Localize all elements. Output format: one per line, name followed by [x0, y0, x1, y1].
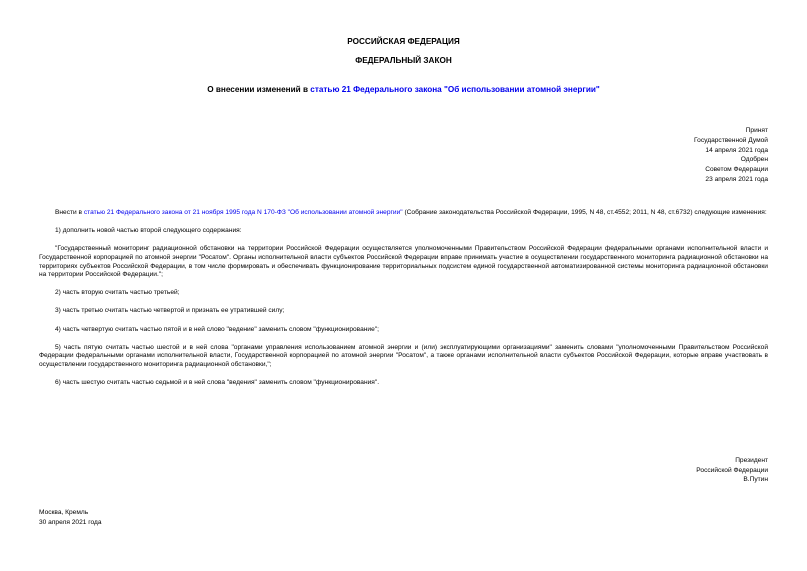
quoted-paragraph: "Государственный мониторинг радиационной обстановки на территории Российской Федерации осуществляется уполномоченными Правительством Российской Федерации федеральными органами исполнительной власти и Государственной корпорацией по атомной энергии "Росатом". Органы исполнительной власти субъектов Российской Федерации вправе принимать участие в осуществлении государственного мониторинга радиационной обстановки на территориях субъектов Российской Федерации, в том числе формировать и обеспечивать функционирование территориальных подсистем единой государственной автоматизированной системы мониторинга радиационной обстановки на территории Российской Федерации."; [39, 245, 768, 279]
law-body [39, 209, 768, 397]
item-paragraph: 6) часть шестую считать частью седьмой и в ней слова "ведения" заменить словом "функционирования". [55, 379, 380, 387]
item-paragraph: 2) часть вторую считать частью третьей; [55, 289, 180, 297]
title-link[interactable]: статью 21 Федерального закона "Об использовании атомной энергии" [310, 85, 600, 94]
law-reference-link[interactable]: статью 21 Федерального закона от 21 ноября 1995 года N 170-ФЗ "Об использовании атомной энергии" [83, 209, 403, 216]
adoption-block [694, 126, 768, 185]
signature-line: Президент [735, 457, 768, 464]
place-date-block [39, 508, 102, 527]
title-prefix: О внесении изменений в [207, 85, 311, 94]
signature-line: Российской Федерации [696, 466, 768, 474]
document-title [0, 85, 807, 96]
country-heading: РОССИЙСКАЯ ФЕДЕРАЦИЯ [347, 37, 460, 46]
approval-line: 23 апреля 2021 года [705, 175, 768, 183]
item-paragraph: 5) часть пятую считать частью шестой и в ней слова "органами управления использованием атомной энергии и (или) эксплуатирующими организациями" заменить словами "уполномоченными Правительством Российской Федерации федеральными органами исполнительной власти, Государственной корпорацией по атомной энергии "Росатом", а также органами исполнительной власти субъектов Российской Федерации, которые вправе участвовать в осуществлении государственного мониторинга радиационной обстановки,"; [39, 343, 768, 369]
intro-prefix: Внести в [55, 209, 84, 216]
approval-line: Одобрен [740, 156, 768, 164]
intro-paragraph [39, 209, 768, 218]
adoption-line: Принят [745, 127, 768, 134]
intro-suffix: (Собрание законодательства Российской Федерации, 1995, N 48, ст.4552; 2011, N 48, ст.6732) следующие изменения: [402, 209, 767, 216]
adoption-line: Государственной Думой [694, 136, 768, 144]
approval-line: Советом Федерации [705, 166, 768, 173]
document-type-heading: ФЕДЕРАЛЬНЫЙ ЗАКОН [355, 56, 452, 65]
place: Москва, Кремль [39, 509, 89, 516]
signature-name: В.Путин [743, 476, 768, 484]
signature-block [696, 456, 768, 485]
adoption-line: 14 апреля 2021 года [705, 146, 768, 154]
date: 30 апреля 2021 года [39, 518, 102, 526]
item-paragraph: 4) часть четвертую считать частью пятой и в ней слово "ведение" заменить словом "функционирование"; [55, 325, 379, 333]
item-paragraph: 3) часть третью считать частью четвертой и признать ее утратившей силу; [55, 307, 285, 315]
item-paragraph: 1) дополнить новой частью второй следующего содержания: [55, 227, 242, 235]
